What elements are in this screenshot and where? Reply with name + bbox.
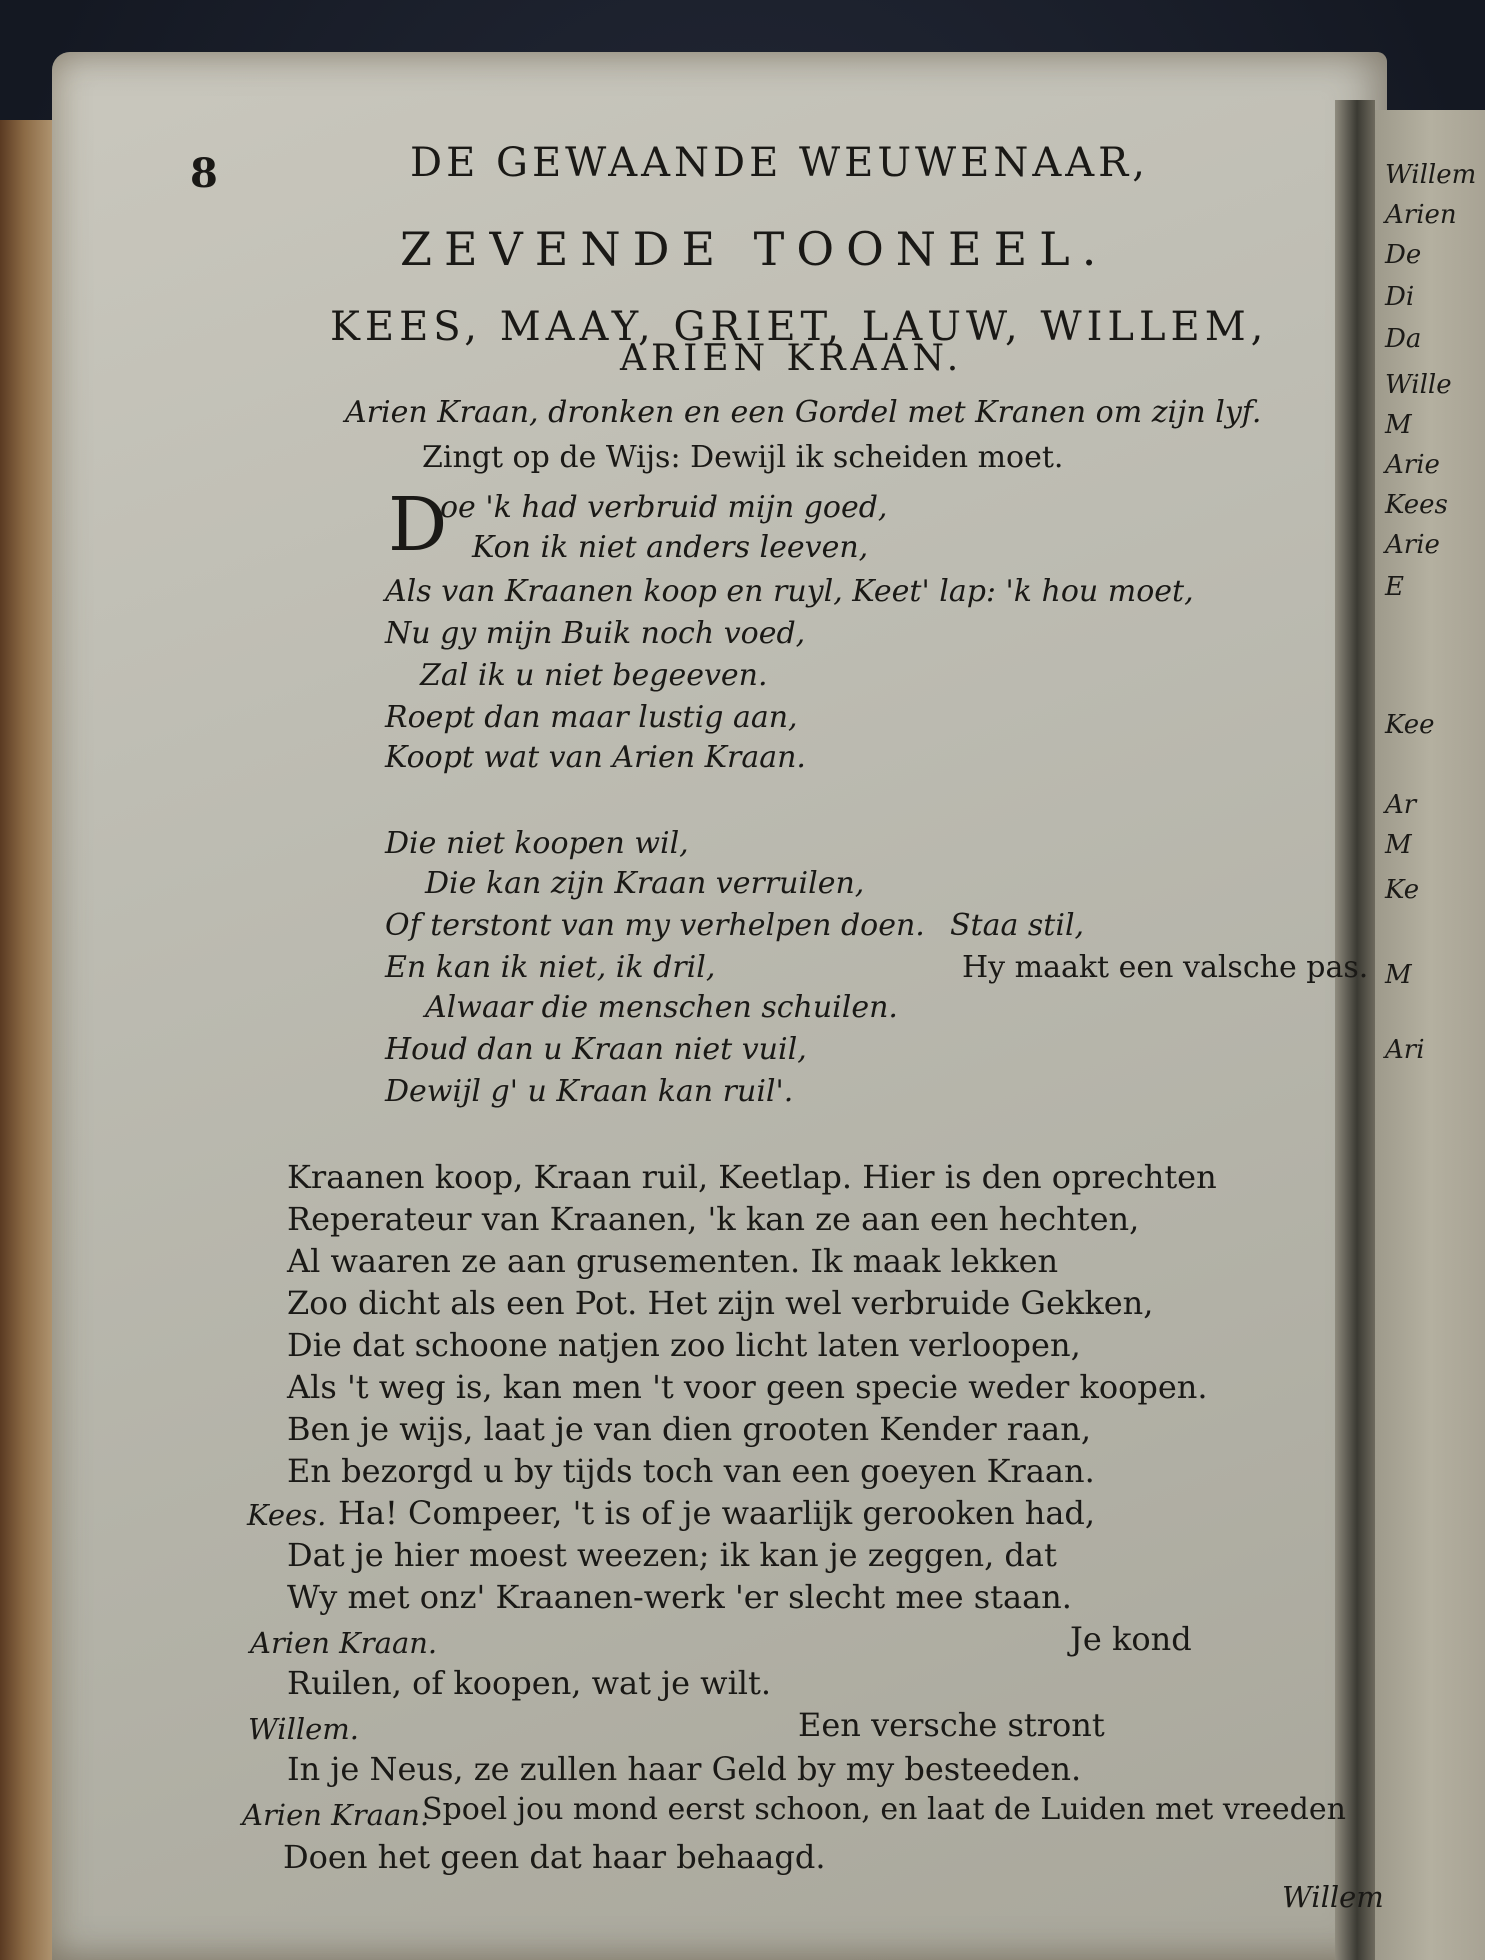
dialogue-line: Als 't weg is, kan men 't voor geen specie weder koopen. — [287, 1368, 1208, 1406]
facing-page-fragment: Ar — [1385, 790, 1417, 820]
verse-line: Zal ik u niet begeeven. — [420, 658, 768, 693]
verse-line: En kan ik niet, ik dril, — [385, 950, 716, 985]
facing-page-fragment: Arie — [1385, 530, 1440, 560]
page-number: 8 — [190, 150, 218, 197]
verse-line: Nu gy mijn Buik noch voed, — [385, 616, 806, 651]
dialogue-line: En bezorgd u by tijds toch van een goeyen Kraan. — [287, 1452, 1095, 1490]
facing-page — [1375, 110, 1485, 1960]
verse-line: Houd dan u Kraan niet vuil, — [385, 1032, 807, 1067]
facing-page-fragment: De — [1385, 240, 1422, 270]
tune-line: Zingt op de Wijs: Dewijl ik scheiden moet. — [422, 440, 1064, 475]
verse-line: Die kan zijn Kraan verruilen, — [425, 866, 865, 901]
facing-page-fragment: M — [1385, 830, 1412, 860]
dialogue-line: Al waaren ze aan grusementen. Ik maak lekken — [287, 1242, 1059, 1280]
dialogue-line: Ben je wijs, laat je van dien grooten Kender raan, — [287, 1410, 1092, 1448]
facing-page-fragment: Di — [1385, 282, 1415, 312]
facing-page-fragment: Wille — [1385, 370, 1452, 400]
running-head: DE GEWAANDE WEUWENAAR, — [410, 140, 1149, 186]
speaker-name: Arien Kraan. — [242, 1798, 430, 1832]
dialogue-line: Reperateur van Kraanen, 'k kan ze aan een hechten, — [287, 1200, 1140, 1238]
facing-page-fragment: Ke — [1385, 875, 1420, 905]
facing-page-fragment: Arien — [1385, 200, 1457, 230]
verse-line: Alwaar die menschen schuilen. — [425, 990, 898, 1025]
verse-line: Kon ik niet anders leeven, — [472, 530, 869, 565]
facing-page-fragment: M — [1385, 410, 1412, 440]
speaker-name: Willem. — [248, 1712, 360, 1746]
facing-page-fragment: Arie — [1385, 450, 1440, 480]
dialogue-line: Ruilen, of koopen, wat je wilt. — [287, 1664, 772, 1702]
verse-line: Als van Kraanen koop en ruyl, Keet' lap: 'k hou moet, — [385, 574, 1194, 609]
dialogue-line: Ha! Compeer, 't is of je waarlijk gerooken had, — [338, 1494, 1096, 1532]
verse-line: Koopt wat van Arien Kraan. — [385, 740, 806, 775]
page-edges — [0, 120, 60, 1960]
verse-line: Of terstont van my verhelpen doen. — [385, 908, 925, 943]
verse-line: Roept dan maar lustig aan, — [385, 700, 798, 735]
catchword: Willem — [1282, 1880, 1384, 1914]
stage-direction: Arien Kraan, dronken en een Gordel met Kranen om zijn lyf. — [345, 395, 1262, 430]
speaker-name: Arien Kraan. — [250, 1626, 438, 1660]
facing-page-fragment: Ari — [1385, 1035, 1425, 1065]
book-gutter — [1335, 100, 1375, 1960]
dialogue-line: Die dat schoone natjen zoo licht laten verloopen, — [287, 1326, 1081, 1364]
dialogue-line: Dat je hier moest weezen; ik kan je zeggen, dat — [287, 1536, 1057, 1574]
dialogue-line: Spoel jou mond eerst schoon, en laat de Luiden met vreeden — [422, 1792, 1346, 1827]
dialogue-line: Je kond — [1070, 1620, 1192, 1658]
verse-line: Dewijl g' u Kraan kan ruil'. — [385, 1074, 794, 1109]
dialogue-line: Doen het geen dat haar behaagd. — [283, 1838, 826, 1876]
dialogue-line: Wy met onz' Kraanen-werk 'er slecht mee staan. — [287, 1578, 1072, 1616]
character-list: KEES, MAAY, GRIET, LAUW, WILLEM, — [330, 304, 1269, 350]
scene-title: ZEVENDE TOONEEL. — [400, 222, 1109, 276]
stage-aside: Staa stil, — [950, 908, 1085, 943]
facing-page-fragment: Kee — [1385, 710, 1435, 740]
character-list-continued: ARIEN KRAAN. — [620, 338, 964, 379]
facing-page-fragment: Da — [1385, 324, 1422, 354]
speaker-name: Kees. — [247, 1498, 327, 1532]
facing-page-fragment: Kees — [1385, 490, 1448, 520]
dialogue-line: Kraanen koop, Kraan ruil, Keetlap. Hier is den oprechten — [287, 1158, 1217, 1196]
dialogue-line: Een versche stront — [798, 1706, 1105, 1744]
stage-aside: Hy maakt een valsche pas. — [962, 950, 1369, 985]
facing-page-fragment: Willem — [1385, 160, 1477, 190]
drop-capital: D — [388, 482, 448, 568]
facing-page-fragment: E — [1385, 572, 1404, 602]
dialogue-line: In je Neus, ze zullen haar Geld by my besteeden. — [287, 1750, 1082, 1788]
verse-line: Die niet koopen wil, — [385, 826, 689, 861]
verse-line: oe 'k had verbruid mijn goed, — [440, 490, 888, 525]
facing-page-fragment: M — [1385, 960, 1412, 990]
dialogue-line: Zoo dicht als een Pot. Het zijn wel verbruide Gekken, — [287, 1284, 1154, 1322]
